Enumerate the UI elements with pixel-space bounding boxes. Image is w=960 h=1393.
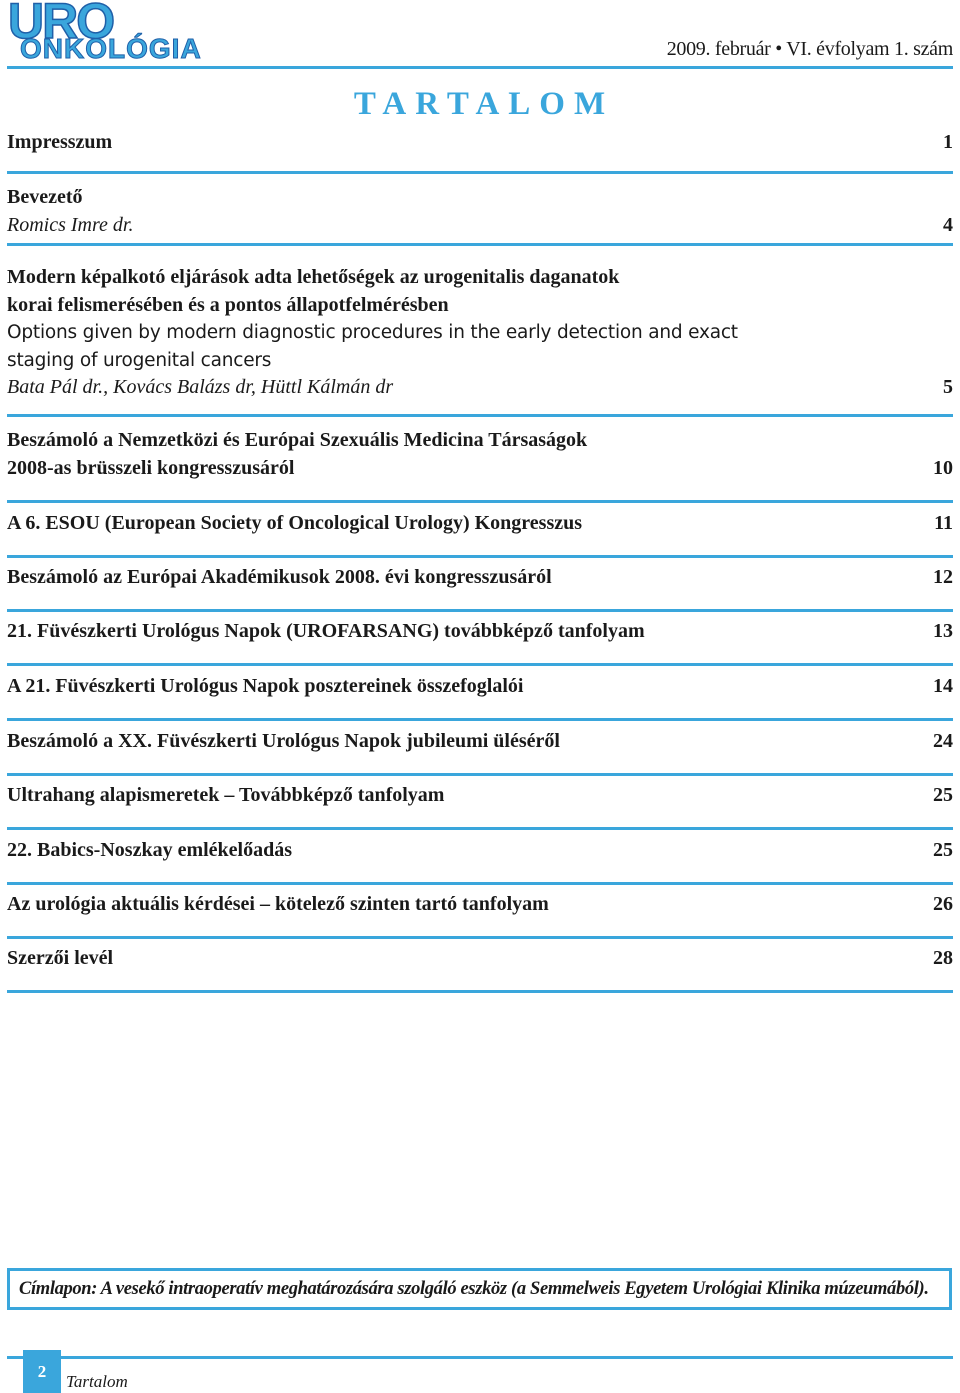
toc-entry-page-number: 11 — [934, 512, 953, 534]
toc-entry-page-number: 26 — [933, 893, 953, 915]
toc-entry-title-line: staging of urogenital cancers — [7, 349, 272, 371]
toc-entry[interactable] — [7, 673, 953, 721]
toc-entry-title-line: Options given by modern diagnostic procedures in the early detection and exact — [7, 322, 738, 343]
toc-entry-title-line: Szerzői levél — [7, 947, 114, 969]
toc-entry-title-line: Beszámoló az Európai Akadémikusok 2008. évi kongresszusáról — [7, 566, 552, 588]
toc-entry-page-number: 14 — [933, 675, 953, 697]
logo-top-text: URO — [8, 2, 114, 49]
toc-entry-title-line: 21. Füvészkerti Urológus Napok (UROFARSANG) továbbképző tanfolyam — [7, 620, 645, 642]
toc-entry-page-number: 12 — [933, 566, 953, 588]
page-number-badge: 2 — [23, 1350, 61, 1393]
toc-entry[interactable] — [7, 728, 953, 776]
toc-entry-title-line: Bevezető — [7, 186, 83, 208]
toc-entry-title-line: Beszámoló a XX. Füvészkerti Urológus Napok jubileumi üléséről — [7, 730, 560, 752]
toc-entry[interactable] — [7, 510, 953, 558]
header-rule — [7, 66, 953, 69]
toc-entry-title-line: Modern képalkotó eljárások adta lehetőségek az urogenitalis daganatok — [7, 266, 620, 288]
toc-entry[interactable] — [7, 837, 953, 885]
toc-entry-title-line: Beszámoló a Nemzetközi és Európai Szexuális Medicina Társaságok — [7, 429, 588, 451]
issue-info: 2009. február • VI. évfolyam 1. szám — [666, 38, 953, 60]
urologia-logo — [6, 2, 268, 62]
toc-entry-title-line: 22. Babics-Noszkay emlékelőadás — [7, 839, 292, 861]
toc-entry-title-line: A 21. Füvészkerti Urológus Napok posztereinek összefoglalói — [7, 675, 524, 697]
toc-entry-title-line: 2008-as brüsszeli kongresszusáról — [7, 456, 295, 479]
logo-bottom-text: ONKOLÓGIA — [20, 33, 202, 62]
toc-entry-title-line: Az urológia aktuális kérdései – kötelező szinten tartó tanfolyam — [7, 893, 549, 915]
toc-entry[interactable] — [7, 184, 953, 246]
footer-rule — [7, 1356, 953, 1359]
toc-entry-page-number: 24 — [933, 730, 953, 752]
toc-entry[interactable] — [7, 264, 953, 417]
toc-entry-page-number: 25 — [933, 839, 953, 861]
toc-entry[interactable] — [7, 129, 953, 174]
toc-entry-page-number: 28 — [933, 947, 953, 969]
page-title: TARTALOM — [353, 86, 615, 122]
header — [0, 0, 960, 75]
toc-entry-title-line: Ultrahang alapismeretek – Továbbképző tanfolyam — [7, 784, 445, 806]
toc-entry[interactable] — [7, 564, 953, 612]
toc-entry-page-number: 13 — [933, 620, 953, 642]
toc-entry-author: Bata Pál dr., Kovács Balázs dr, Hüttl Kálmán dr — [7, 376, 394, 398]
toc-entry-page-number: 1 — [943, 131, 953, 153]
cover-caption: Címlapon: A vesekő intraoperatív meghatározására szolgáló eszköz (a Semmelweis Egyetem Urológiai Klinika múzeumából). — [7, 1268, 952, 1310]
toc-entry[interactable] — [7, 891, 953, 939]
toc-entry[interactable] — [7, 427, 953, 503]
footer-section-label: Tartalom — [66, 1372, 128, 1391]
toc-entry[interactable] — [7, 945, 953, 993]
toc-entry-title-line: Impresszum — [7, 131, 113, 153]
toc-entry-page-number: 5 — [943, 376, 953, 398]
toc-entry-page-number: 10 — [933, 456, 953, 479]
toc-entry[interactable] — [7, 782, 953, 830]
toc-entry-page-number: 4 — [943, 213, 953, 236]
toc-entry-title-line: korai felismerésében és a pontos állapotfelmérésben — [7, 293, 449, 316]
toc-entry[interactable] — [7, 618, 953, 666]
toc-entry-page-number: 25 — [933, 784, 953, 806]
toc-entry-author: Romics Imre dr. — [7, 213, 134, 236]
toc-entry-title-line: A 6. ESOU (European Society of Oncological Urology) Kongresszus — [7, 512, 583, 534]
